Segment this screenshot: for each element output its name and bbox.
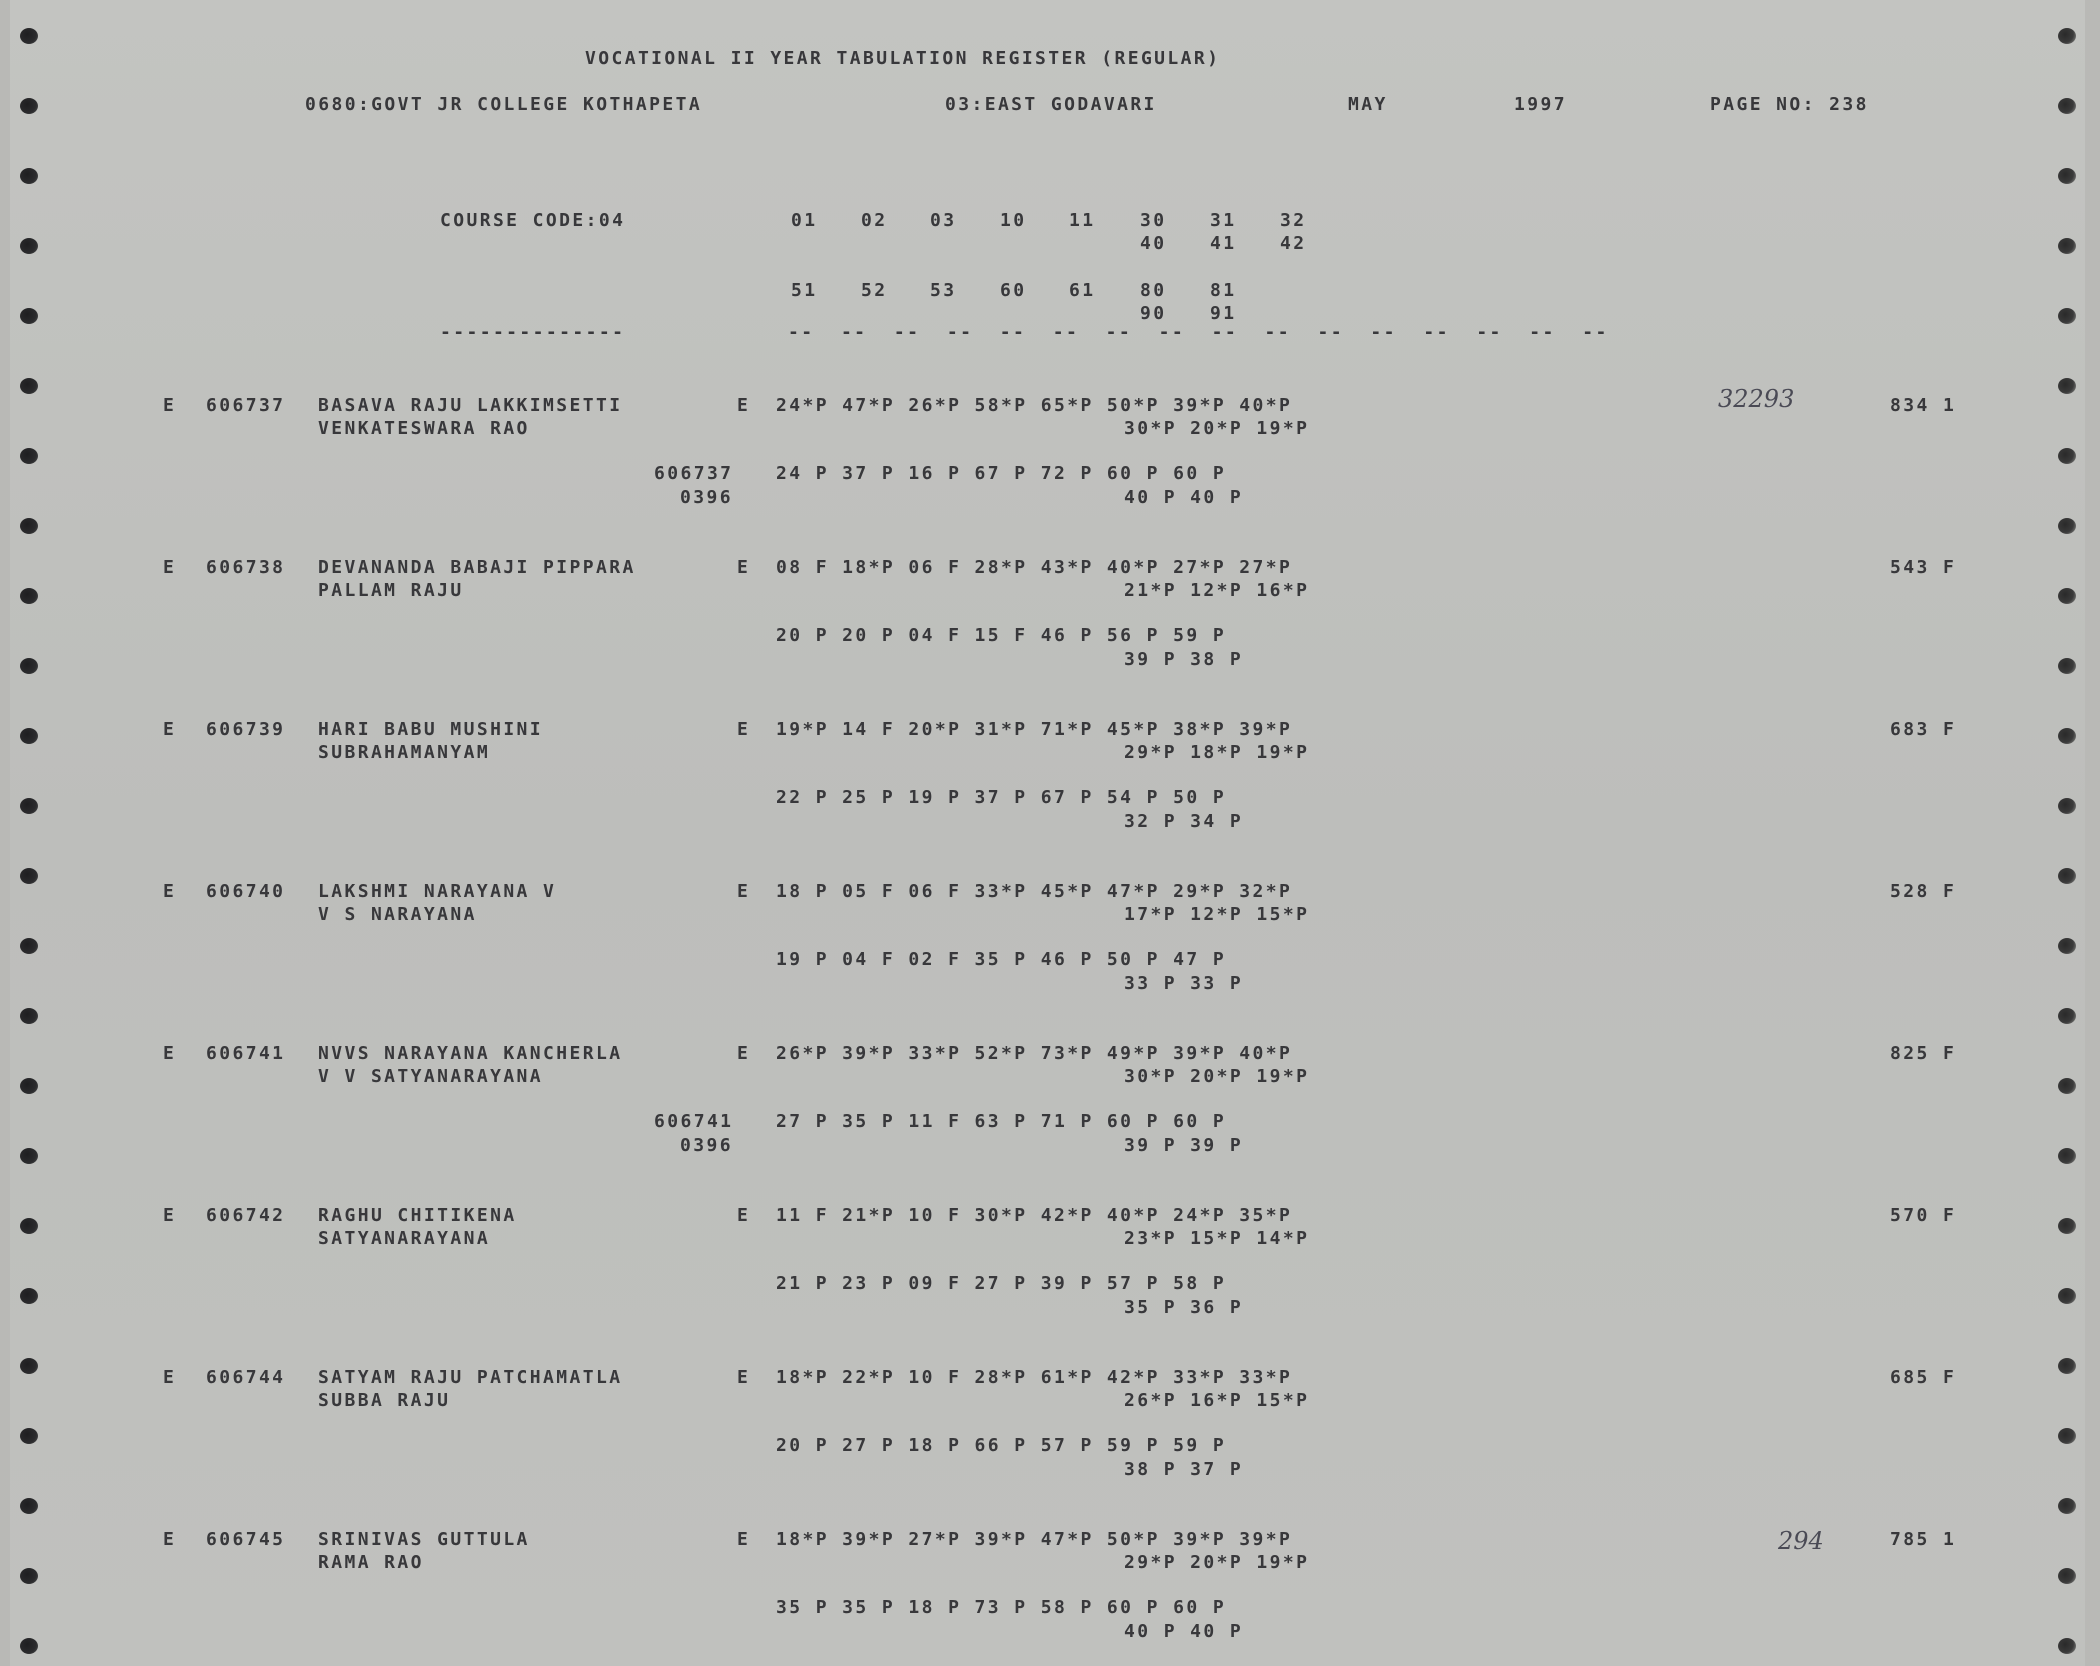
marks-line-4: 38 P 37 P [1124,1459,1244,1480]
feed-hole [2058,1288,2076,1304]
total-result: 528 F [1890,881,1957,902]
printout-sheet [10,0,2085,1666]
record-flag: E [163,1529,177,1550]
feed-hole [2058,1148,2076,1164]
student-name: HARI BABU MUSHINI [318,719,544,740]
register-title: VOCATIONAL II YEAR TABULATION REGISTER (REGULAR) [585,48,1221,69]
marks-line-2: 30*P 20*P 19*P [1124,1066,1310,1087]
total-result: 570 F [1890,1205,1957,1226]
course-code-label: COURSE CODE:04 [440,210,626,231]
roll-number: 606737 [206,395,286,416]
record-flag: E [163,1205,177,1226]
feed-hole [20,1498,38,1514]
marks-line-2: 29*P 20*P 19*P [1124,1552,1310,1573]
feed-hole [2058,1078,2076,1094]
feed-hole [20,1638,38,1654]
feed-hole [2058,588,2076,604]
subject-code: 41 [1210,233,1237,254]
feed-hole [20,1568,38,1584]
feed-hole [20,1358,38,1374]
marks-line-4: 33 P 33 P [1124,973,1244,994]
handwritten-note: 294 [1778,1527,1824,1555]
father-name: V V SATYANARAYANA [318,1066,544,1087]
entry-mark: E [737,395,751,416]
father-name: V S NARAYANA [318,904,477,925]
feed-hole [20,448,38,464]
subject-code: 01 [791,210,818,231]
marks-line-3: 20 P 27 P 18 P 66 P 57 P 59 P 59 P [776,1435,1227,1456]
roll-number: 606738 [206,557,286,578]
feed-hole [2058,28,2076,44]
roll-number: 606739 [206,719,286,740]
father-name: VENKATESWARA RAO [318,418,530,439]
feed-hole [20,1148,38,1164]
total-result: 685 F [1890,1367,1957,1388]
subject-code: 11 [1069,210,1096,231]
student-name: DEVANANDA BABAJI PIPPARA [318,557,636,578]
roll-number: 606745 [206,1529,286,1550]
marks-line-1: 26*P 39*P 33*P 52*P 73*P 49*P 39*P 40*P [776,1043,1293,1064]
feed-hole [2058,448,2076,464]
previous-year-ref: 0396 [680,487,733,508]
student-name: NVVS NARAYANA KANCHERLA [318,1043,623,1064]
feed-hole [2058,378,2076,394]
feed-hole [20,238,38,254]
student-name: BASAVA RAJU LAKKIMSETTI [318,395,623,416]
feed-hole [20,1428,38,1444]
subject-code: 32 [1280,210,1307,231]
marks-line-4: 39 P 38 P [1124,649,1244,670]
student-name: SRINIVAS GUTTULA [318,1529,530,1550]
total-result: 543 F [1890,557,1957,578]
feed-hole [2058,938,2076,954]
subject-code: 52 [861,280,888,301]
subject-code: 31 [1210,210,1237,231]
exam-month: MAY [1348,94,1388,115]
subject-code: 40 [1140,233,1167,254]
record-flag: E [163,395,177,416]
marks-line-4: 32 P 34 P [1124,811,1244,832]
feed-hole [2058,168,2076,184]
entry-mark: E [737,557,751,578]
feed-hole [20,518,38,534]
marks-line-2: 17*P 12*P 15*P [1124,904,1310,925]
marks-line-3: 20 P 20 P 04 F 15 F 46 P 56 P 59 P [776,625,1227,646]
feed-hole [2058,308,2076,324]
student-name: RAGHU CHITIKENA [318,1205,517,1226]
feed-hole [20,1288,38,1304]
marks-line-1: 08 F 18*P 06 F 28*P 43*P 40*P 27*P 27*P [776,557,1293,578]
subject-code: 42 [1280,233,1307,254]
subject-code: 90 [1140,303,1167,324]
entry-mark: E [737,881,751,902]
roll-number: 606742 [206,1205,286,1226]
record-flag: E [163,557,177,578]
marks-line-1: 19*P 14 F 20*P 31*P 71*P 45*P 38*P 39*P [776,719,1293,740]
marks-line-2: 23*P 15*P 14*P [1124,1228,1310,1249]
feed-hole [2058,658,2076,674]
feed-hole [20,938,38,954]
father-name: PALLAM RAJU [318,580,464,601]
subject-code: 80 [1140,280,1167,301]
feed-hole [20,28,38,44]
entry-mark: E [737,719,751,740]
marks-line-2: 29*P 18*P 19*P [1124,742,1310,763]
marks-line-1: 18*P 22*P 10 F 28*P 61*P 42*P 33*P 33*P [776,1367,1293,1388]
feed-hole [2058,1218,2076,1234]
previous-year-ref: 0396 [680,1135,733,1156]
course-underline: -------------- [440,322,626,343]
feed-hole [20,868,38,884]
record-flag: E [163,1043,177,1064]
subject-code: 03 [930,210,957,231]
marks-line-2: 30*P 20*P 19*P [1124,418,1310,439]
feed-hole [2058,1428,2076,1444]
total-result: 683 F [1890,719,1957,740]
feed-hole [20,308,38,324]
marks-line-3: 22 P 25 P 19 P 37 P 67 P 54 P 50 P [776,787,1227,808]
page-number: PAGE NO: 238 [1710,94,1869,115]
subject-code: 91 [1210,303,1237,324]
feed-hole [2058,798,2076,814]
roll-number: 606741 [206,1043,286,1064]
marks-line-1: 18 P 05 F 06 F 33*P 45*P 47*P 29*P 32*P [776,881,1293,902]
left-tractor-feed [10,0,50,1666]
total-result: 785 1 [1890,1529,1957,1550]
feed-hole [20,1008,38,1024]
roll-number: 606740 [206,881,286,902]
subject-code: 02 [861,210,888,231]
entry-mark: E [737,1367,751,1388]
feed-hole [2058,728,2076,744]
right-tractor-feed [2040,0,2080,1666]
college-name: 0680:GOVT JR COLLEGE KOTHAPETA [305,94,703,115]
feed-hole [2058,868,2076,884]
entry-mark: E [737,1529,751,1550]
roll-number: 606744 [206,1367,286,1388]
marks-line-4: 40 P 40 P [1124,1621,1244,1642]
exam-year: 1997 [1514,94,1567,115]
previous-roll-ref: 606741 [654,1111,734,1132]
marks-line-3: 24 P 37 P 16 P 67 P 72 P 60 P 60 P [776,463,1227,484]
entry-mark: E [737,1205,751,1226]
feed-hole [2058,518,2076,534]
column-dashes: -- -- -- -- -- -- -- -- -- -- -- -- -- -- -- -- [788,322,1609,343]
feed-hole [2058,1568,2076,1584]
marks-line-3: 21 P 23 P 09 F 27 P 39 P 57 P 58 P [776,1273,1227,1294]
subject-code: 10 [1000,210,1027,231]
record-flag: E [163,719,177,740]
subject-code: 53 [930,280,957,301]
marks-line-1: 11 F 21*P 10 F 30*P 42*P 40*P 24*P 35*P [776,1205,1293,1226]
marks-line-4: 39 P 39 P [1124,1135,1244,1156]
father-name: RAMA RAO [318,1552,424,1573]
feed-hole [20,168,38,184]
subject-code: 30 [1140,210,1167,231]
marks-line-4: 35 P 36 P [1124,1297,1244,1318]
marks-line-2: 21*P 12*P 16*P [1124,580,1310,601]
student-name: LAKSHMI NARAYANA V [318,881,557,902]
father-name: SUBRAHAMANYAM [318,742,491,763]
feed-hole [20,98,38,114]
feed-hole [2058,1498,2076,1514]
handwritten-note: 32293 [1718,385,1795,413]
father-name: SUBBA RAJU [318,1390,451,1411]
district-name: 03:EAST GODAVARI [945,94,1157,115]
feed-hole [2058,238,2076,254]
marks-line-1: 24*P 47*P 26*P 58*P 65*P 50*P 39*P 40*P [776,395,1293,416]
feed-hole [20,658,38,674]
feed-hole [20,728,38,744]
feed-hole [2058,1008,2076,1024]
marks-line-1: 18*P 39*P 27*P 39*P 47*P 50*P 39*P 39*P [776,1529,1293,1550]
marks-line-3: 19 P 04 F 02 F 35 P 46 P 50 P 47 P [776,949,1227,970]
subject-code: 81 [1210,280,1237,301]
feed-hole [2058,1638,2076,1654]
entry-mark: E [737,1043,751,1064]
marks-line-4: 40 P 40 P [1124,487,1244,508]
feed-hole [2058,98,2076,114]
student-name: SATYAM RAJU PATCHAMATLA [318,1367,623,1388]
subject-code: 51 [791,280,818,301]
record-flag: E [163,1367,177,1388]
previous-roll-ref: 606737 [654,463,734,484]
feed-hole [20,1218,38,1234]
father-name: SATYANARAYANA [318,1228,491,1249]
marks-line-3: 27 P 35 P 11 F 63 P 71 P 60 P 60 P [776,1111,1227,1132]
subject-code: 61 [1069,280,1096,301]
marks-line-2: 26*P 16*P 15*P [1124,1390,1310,1411]
feed-hole [20,588,38,604]
total-result: 825 F [1890,1043,1957,1064]
record-flag: E [163,881,177,902]
marks-line-3: 35 P 35 P 18 P 73 P 58 P 60 P 60 P [776,1597,1227,1618]
feed-hole [20,1078,38,1094]
feed-hole [20,798,38,814]
feed-hole [20,378,38,394]
feed-hole [2058,1358,2076,1374]
subject-code: 60 [1000,280,1027,301]
total-result: 834 1 [1890,395,1957,416]
